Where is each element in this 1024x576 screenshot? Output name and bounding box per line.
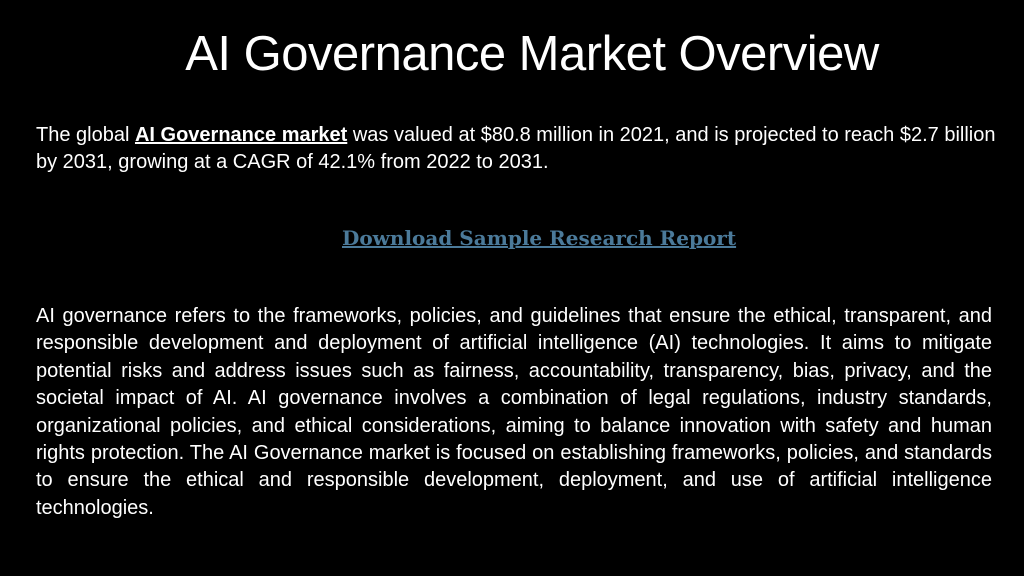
ai-governance-market-link[interactable]: AI Governance market bbox=[134, 124, 348, 146]
body-paragraph: AI governance refers to the frameworks, policies, and guidelines that ensure the ethical, transparent, and responsible development and deployment of artificial intelligence (AI) technologies. It aims to mitigate potential risks and address issues such as fairness, accountability, transparency, bias, privacy, and the societal impact of AI. AI governance involves a combination of legal regulations, industry standards, organizational policies, and ethical considerations, aiming to balance innovation with safety and human rights protection. The AI Governance market is focused on establishing frameworks, policies, and standards to ensure the ethical and responsible development, deployment, and use of artificial intelligence technologies. bbox=[36, 305, 992, 519]
intro-paragraph bbox=[36, 122, 996, 176]
intro-text-before: The global bbox=[36, 124, 135, 146]
intro-text-after: was valued at $80.8 million in 2021, and is projected to reach $2.7 billion by 2031, growing at a CAGR of 42.1% from 2022 to 2031. bbox=[36, 124, 996, 173]
download-sample-report-link[interactable]: Download Sample Research Report bbox=[342, 226, 737, 250]
slide-title: AI Governance Market Overview bbox=[185, 27, 879, 81]
